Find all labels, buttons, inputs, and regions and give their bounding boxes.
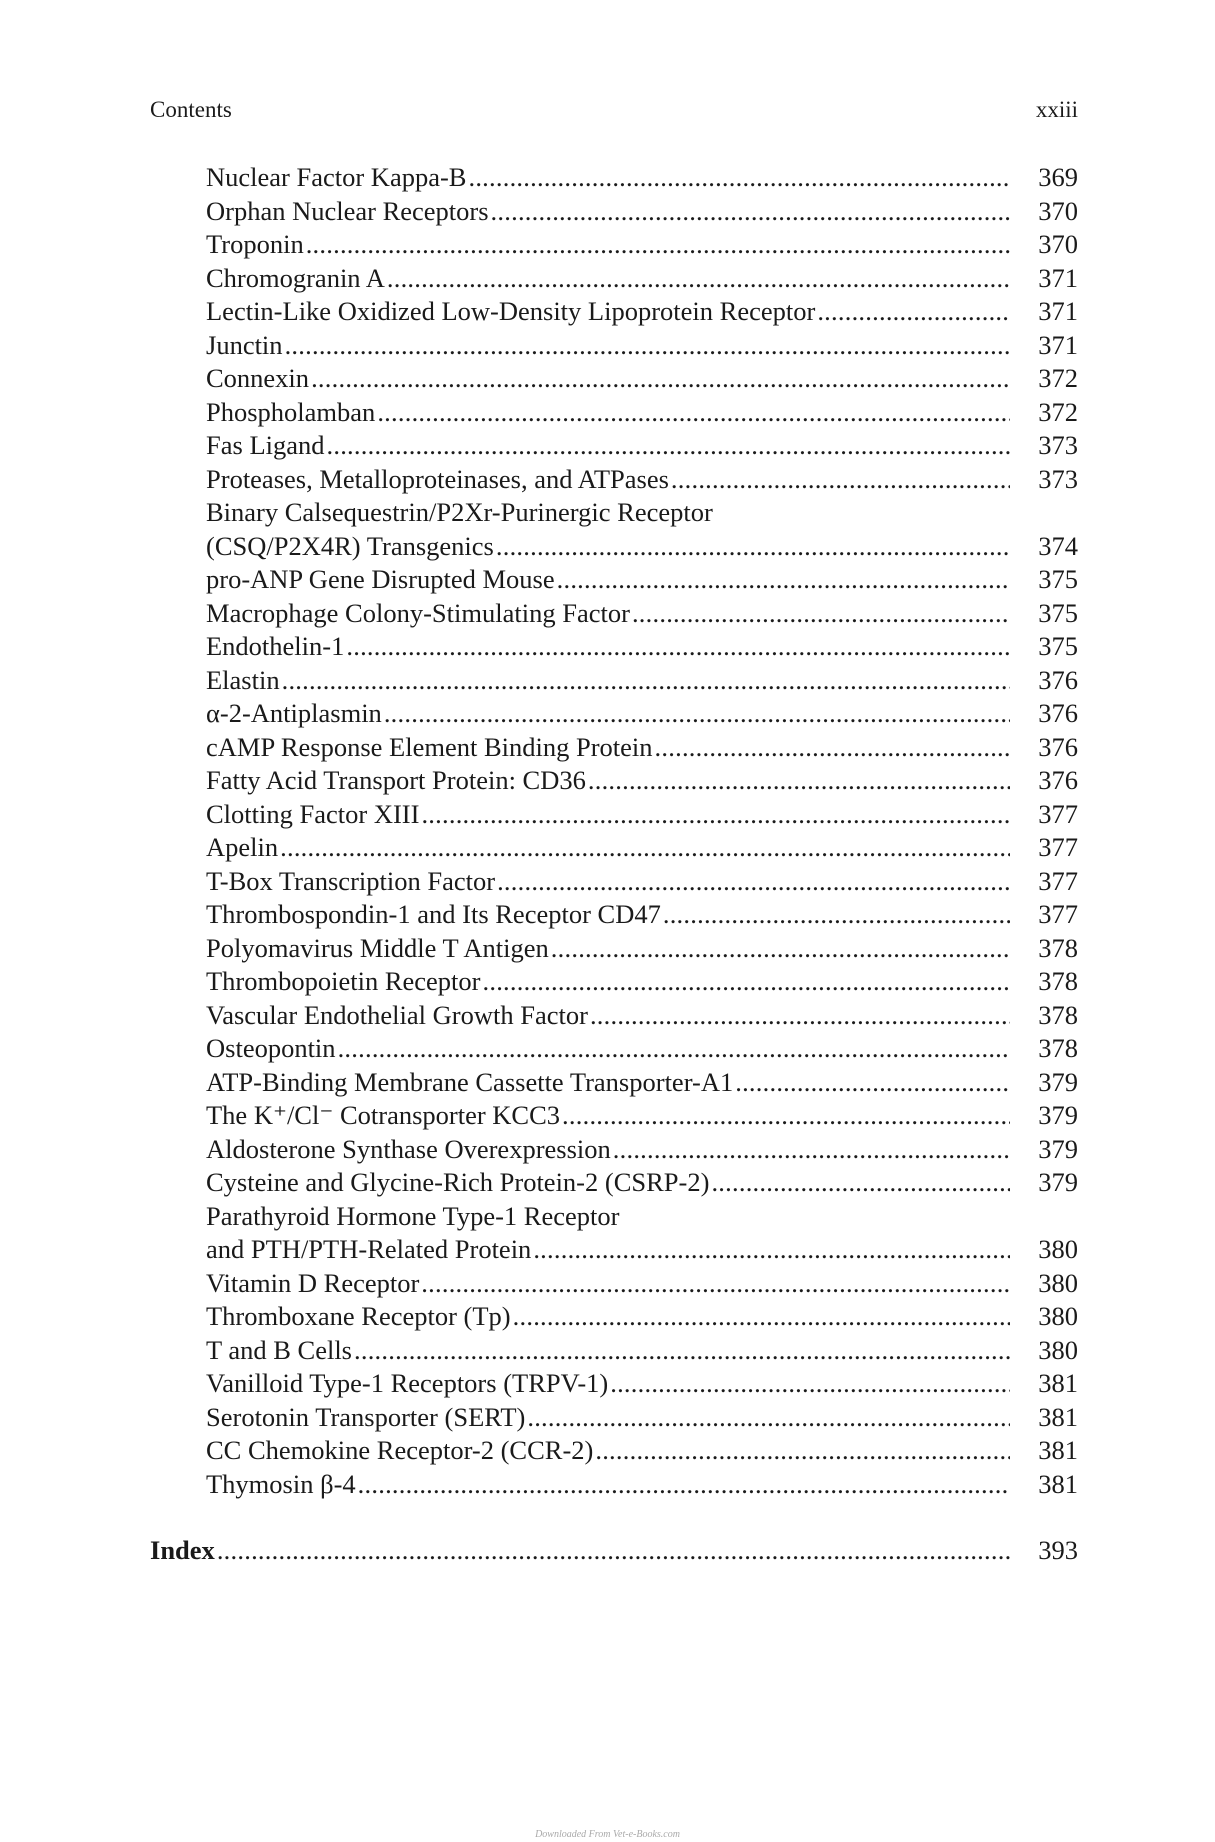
dot-leader xyxy=(655,731,1010,765)
dot-leader xyxy=(496,530,1010,564)
toc-entry-page: 371 xyxy=(1038,329,1078,360)
toc-entry-title: Fas Ligand xyxy=(206,430,325,460)
dot-leader xyxy=(306,228,1010,262)
toc-entry-page: 379 xyxy=(1038,1100,1078,1130)
toc-entry-title: Lectin-Like Oxidized Low-Density Lipoprotein Receptor xyxy=(206,296,816,326)
toc-entry-page: 376 xyxy=(1038,765,1078,795)
dot-leader xyxy=(387,262,1010,296)
dot-leader xyxy=(338,1032,1010,1066)
running-header-title: Contents xyxy=(150,97,232,122)
dot-leader xyxy=(590,999,1010,1033)
dot-leader xyxy=(282,664,1010,698)
toc-entry[interactable] xyxy=(150,1133,1078,1167)
dot-leader xyxy=(327,429,1011,463)
toc-entry[interactable] xyxy=(150,228,1078,262)
toc-entry-title: Elastin xyxy=(206,664,280,695)
toc-entry[interactable] xyxy=(150,831,1078,865)
dot-leader xyxy=(285,329,1010,363)
toc-entry-title: Nuclear Factor Kappa-B xyxy=(206,162,467,192)
table-of-contents xyxy=(150,161,1078,1568)
toc-entry-page: 374 xyxy=(1038,530,1078,561)
toc-entry-title: The K⁺/Cl⁻ Cotransporter KCC3 xyxy=(206,1100,561,1130)
toc-entry-page: 370 xyxy=(1038,229,1078,259)
dot-leader xyxy=(497,865,1010,899)
toc-entry[interactable] xyxy=(150,1300,1078,1334)
toc-entry-page: 379 xyxy=(1038,1066,1078,1097)
toc-entry[interactable] xyxy=(150,362,1078,396)
toc-entry[interactable] xyxy=(150,161,1078,195)
dot-leader xyxy=(551,932,1010,966)
toc-entry-title: Serotonin Transporter (SERT) xyxy=(206,1401,526,1432)
toc-entry[interactable] xyxy=(150,1166,1078,1200)
dot-leader xyxy=(421,798,1010,832)
toc-entry-page: 370 xyxy=(1038,195,1078,226)
toc-entry[interactable] xyxy=(150,1401,1078,1435)
toc-entry-page: 378 xyxy=(1038,1033,1078,1063)
toc-entry[interactable] xyxy=(150,999,1078,1033)
toc-entry-title: Junctin xyxy=(206,329,283,360)
toc-entry-page: 380 xyxy=(1038,1301,1078,1331)
toc-entry[interactable] xyxy=(150,1334,1078,1368)
toc-entry-title: Cysteine and Glycine-Rich Protein-2 (CSRP-2) xyxy=(206,1167,710,1197)
dot-leader xyxy=(311,362,1010,396)
toc-entry-page: 377 xyxy=(1038,899,1078,929)
toc-entry[interactable] xyxy=(150,764,1078,798)
dot-leader xyxy=(562,1099,1010,1133)
toc-entry-title: Endothelin-1 xyxy=(206,631,345,661)
toc-entry-title: Vanilloid Type-1 Receptors (TRPV-1) xyxy=(206,1368,609,1398)
dot-leader xyxy=(377,396,1010,430)
toc-entry-title: α-2-Antiplasmin xyxy=(206,698,382,728)
toc-entry-title: Vascular Endothelial Growth Factor xyxy=(206,999,588,1030)
dot-leader xyxy=(421,1267,1010,1301)
toc-entry[interactable] xyxy=(150,932,1078,966)
toc-entry-title: Phospholamban xyxy=(206,396,376,427)
dot-leader xyxy=(527,1401,1010,1435)
toc-entry[interactable] xyxy=(150,798,1078,832)
toc-entry-title: T and B Cells xyxy=(206,1334,352,1365)
toc-entry[interactable] xyxy=(150,731,1078,765)
toc-entry-page: 379 xyxy=(1038,1167,1078,1197)
toc-entry-page: 377 xyxy=(1038,798,1078,829)
dot-leader xyxy=(491,195,1010,229)
dot-leader xyxy=(354,1334,1010,1368)
toc-entry[interactable] xyxy=(150,429,1078,463)
toc-entry-title: Troponin xyxy=(206,229,304,259)
page-number-roman: xxiii xyxy=(1035,97,1078,122)
dot-leader xyxy=(358,1468,1010,1502)
toc-entry-title: Thymosin β-4 xyxy=(206,1468,356,1499)
toc-entry[interactable] xyxy=(150,1066,1078,1100)
toc-entry[interactable] xyxy=(150,597,1078,631)
toc-entry[interactable] xyxy=(150,496,1078,530)
dot-leader xyxy=(711,1166,1010,1200)
toc-entry-title: Clotting Factor XIII xyxy=(206,798,420,829)
toc-entry-page: 373 xyxy=(1038,463,1078,494)
toc-entry-title: Binary Calsequestrin/P2Xr-Purinergic Receptor xyxy=(206,497,713,527)
toc-entry-title: Vitamin D Receptor xyxy=(206,1267,420,1298)
toc-entry-title: Connexin xyxy=(206,363,310,393)
toc-entry-title: T-Box Transcription Factor xyxy=(206,865,496,896)
toc-entry-title: Parathyroid Hormone Type-1 Receptor xyxy=(206,1200,620,1231)
dot-leader xyxy=(533,1233,1010,1267)
dot-leader xyxy=(513,1300,1010,1334)
toc-entry[interactable] xyxy=(150,1367,1078,1401)
toc-entry-title: Aldosterone Synthase Overexpression xyxy=(206,1133,611,1164)
toc-entry[interactable] xyxy=(150,1434,1078,1468)
dot-leader xyxy=(671,463,1010,497)
toc-entry[interactable] xyxy=(150,1200,1078,1234)
toc-entry-page: 375 xyxy=(1038,564,1078,594)
running-header xyxy=(150,97,1078,127)
toc-entry[interactable] xyxy=(150,1468,1078,1502)
toc-entry[interactable] xyxy=(150,1032,1078,1066)
toc-entry-title: Thrombospondin-1 and Its Receptor CD47 xyxy=(206,899,661,929)
toc-entry-title: ATP-Binding Membrane Cassette Transporter-A1 xyxy=(206,1066,734,1097)
dot-leader xyxy=(817,295,1010,329)
toc-entry-page: 373 xyxy=(1038,430,1078,460)
toc-entry-page: 377 xyxy=(1038,865,1078,896)
dot-leader xyxy=(217,1534,1010,1568)
toc-entry-page: 376 xyxy=(1038,664,1078,695)
dot-leader xyxy=(346,630,1010,664)
dot-leader xyxy=(384,697,1010,731)
toc-entry-page: 381 xyxy=(1038,1401,1078,1432)
toc-entry[interactable] xyxy=(150,195,1078,229)
toc-entry-title: Fatty Acid Transport Protein: CD36 xyxy=(206,765,586,795)
toc-entry-index[interactable] xyxy=(150,1534,1078,1568)
toc-entry[interactable] xyxy=(150,329,1078,363)
toc-entry[interactable] xyxy=(150,295,1078,329)
toc-entry-page: 393 xyxy=(1038,1535,1078,1565)
toc-entry-title: Macrophage Colony-Stimulating Factor xyxy=(206,597,630,628)
toc-entry[interactable] xyxy=(150,664,1078,698)
toc-entry-title: Osteopontin xyxy=(206,1033,336,1063)
toc-entry-page: 380 xyxy=(1038,1234,1078,1264)
toc-entry-title: CC Chemokine Receptor-2 (CCR-2) xyxy=(206,1435,594,1465)
toc-entry-page: 372 xyxy=(1038,396,1078,427)
dot-leader xyxy=(588,764,1010,798)
toc-entry-title: Chromogranin A xyxy=(206,262,385,293)
toc-entry[interactable] xyxy=(150,697,1078,731)
toc-entry[interactable] xyxy=(150,463,1078,497)
toc-entry[interactable] xyxy=(150,530,1078,564)
toc-entry-page: 375 xyxy=(1038,631,1078,661)
toc-entry-page: 371 xyxy=(1038,296,1078,326)
toc-entry[interactable] xyxy=(150,898,1078,932)
dot-leader xyxy=(735,1066,1010,1100)
toc-entry-page: 381 xyxy=(1038,1435,1078,1465)
toc-entry-title: (CSQ/P2X4R) Transgenics xyxy=(206,530,494,561)
toc-entry-page: 378 xyxy=(1038,999,1078,1030)
toc-entry-title: cAMP Response Element Binding Protein xyxy=(206,731,653,762)
toc-entry-title: Thrombopoietin Receptor xyxy=(206,966,481,996)
dot-leader xyxy=(632,597,1010,631)
dot-leader xyxy=(610,1367,1010,1401)
toc-entry-page: 379 xyxy=(1038,1133,1078,1164)
watermark-footer: Downloaded From Vet-e-Books.com xyxy=(535,1829,680,1840)
toc-entry-page: 378 xyxy=(1038,966,1078,996)
dot-leader xyxy=(663,898,1010,932)
dot-leader xyxy=(613,1133,1010,1167)
dot-leader xyxy=(595,1434,1010,1468)
toc-entry-page: 376 xyxy=(1038,731,1078,762)
toc-entry-title: Index xyxy=(150,1535,215,1565)
toc-entry[interactable] xyxy=(150,262,1078,296)
toc-entry-page: 381 xyxy=(1038,1368,1078,1398)
toc-entry-title: Proteases, Metalloproteinases, and ATPases xyxy=(206,463,669,494)
toc-entry-title: Apelin xyxy=(206,832,279,862)
toc-entry-page: 377 xyxy=(1038,832,1078,862)
toc-entry[interactable] xyxy=(150,563,1078,597)
toc-entry-page: 376 xyxy=(1038,698,1078,728)
toc-entry-page: 380 xyxy=(1038,1267,1078,1298)
dot-leader xyxy=(280,831,1010,865)
toc-entry-title: pro-ANP Gene Disrupted Mouse xyxy=(206,564,555,594)
toc-entry[interactable] xyxy=(150,396,1078,430)
toc-entry[interactable] xyxy=(150,1099,1078,1133)
toc-entry[interactable] xyxy=(150,630,1078,664)
toc-entry-page: 381 xyxy=(1038,1468,1078,1499)
toc-entry-title: Orphan Nuclear Receptors xyxy=(206,195,489,226)
toc-entry-page: 378 xyxy=(1038,932,1078,963)
toc-entry[interactable] xyxy=(150,965,1078,999)
toc-entry[interactable] xyxy=(150,1233,1078,1267)
dot-leader xyxy=(557,563,1010,597)
toc-entry-title: Polyomavirus Middle T Antigen xyxy=(206,932,549,963)
toc-entry-page: 372 xyxy=(1038,363,1078,393)
toc-entry-page: 375 xyxy=(1038,597,1078,628)
toc-entry[interactable] xyxy=(150,865,1078,899)
toc-entry-page: 380 xyxy=(1038,1334,1078,1365)
toc-entry[interactable] xyxy=(150,1267,1078,1301)
dot-leader xyxy=(483,965,1011,999)
toc-entry-title: and PTH/PTH-Related Protein xyxy=(206,1234,532,1264)
dot-leader xyxy=(468,161,1010,195)
toc-entry-page: 371 xyxy=(1038,262,1078,293)
toc-entry-title: Thromboxane Receptor (Tp) xyxy=(206,1301,511,1331)
toc-entry-page: 369 xyxy=(1038,162,1078,192)
